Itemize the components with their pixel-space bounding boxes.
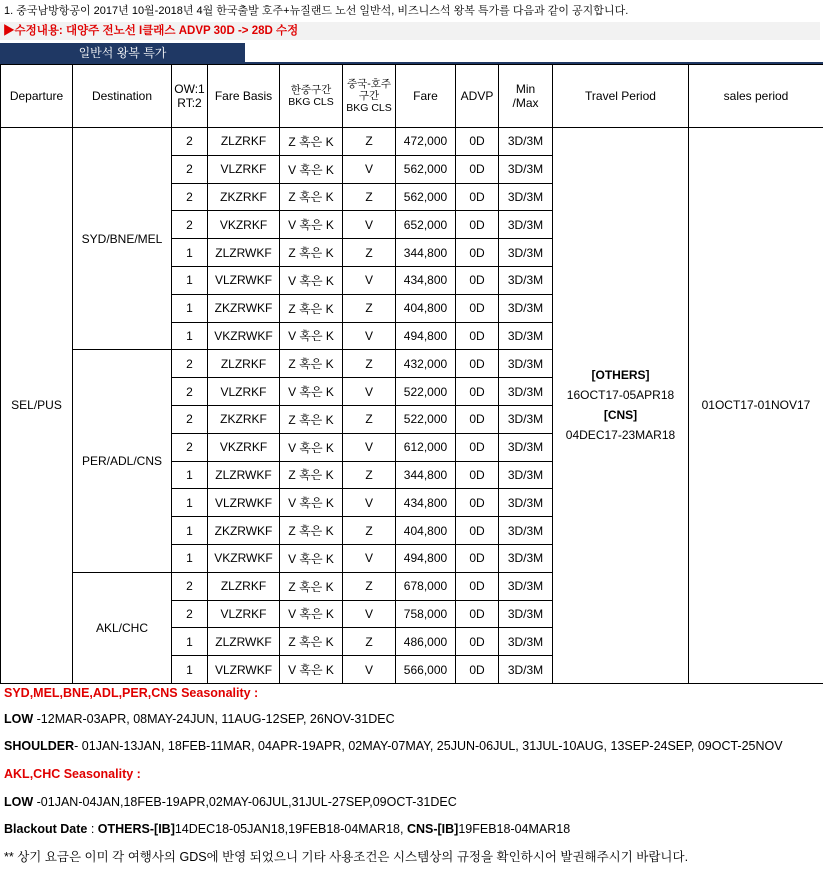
cn-au-class-cell: Z (343, 628, 396, 656)
fare-cell: 344,800 (396, 461, 456, 489)
revision-notice: ▶수정내용: 대양주 전노선 I클래스 ADVP 30D -> 28D 수정 (0, 22, 820, 40)
table-header-row (1, 65, 823, 128)
type-cell: 1 (172, 656, 208, 684)
type-cell: 1 (172, 461, 208, 489)
fare-cell: 566,000 (396, 656, 456, 684)
fare-table (0, 64, 823, 684)
type-cell: 2 (172, 405, 208, 433)
min-max-cell: 3D/3M (499, 350, 553, 378)
fare-basis-cell: VLZRWKF (208, 656, 280, 684)
low2-line (4, 795, 457, 809)
header-min-line: Min (515, 82, 536, 96)
type-cell: 2 (172, 350, 208, 378)
cn-au-class-cell: V (343, 433, 396, 461)
min-max-cell: 3D/3M (499, 294, 553, 322)
fare-basis-cell: ZLZRKF (208, 572, 280, 600)
departure-cell: SEL/PUS (1, 128, 73, 684)
fare-cell: 432,000 (396, 350, 456, 378)
kr-cn-class-cell: V 혹은 K (280, 378, 343, 406)
type-cell: 1 (172, 517, 208, 545)
header-cn-au-class (343, 65, 396, 128)
kr-cn-class-cell: V 혹은 K (280, 155, 343, 183)
min-max-cell: 3D/3M (499, 600, 553, 628)
cn-au-class-cell: Z (343, 405, 396, 433)
cn-au-class-cell: V (343, 322, 396, 350)
advp-cell: 0D (456, 239, 499, 267)
destination-cell: SYD/BNE/MEL (73, 128, 172, 350)
fare-basis-cell: ZKZRWKF (208, 294, 280, 322)
min-max-cell: 3D/3M (499, 183, 553, 211)
kr-cn-class-cell: Z 혹은 K (280, 128, 343, 156)
fare-basis-cell: VKZRWKF (208, 544, 280, 572)
kr-cn-class-cell: V 혹은 K (280, 489, 343, 517)
fare-basis-cell: ZKZRWKF (208, 517, 280, 545)
shoulder-line (4, 739, 783, 753)
header-ow-rt (172, 65, 208, 128)
fare-cell: 758,000 (396, 600, 456, 628)
advp-cell: 0D (456, 433, 499, 461)
kr-cn-class-cell: V 혹은 K (280, 600, 343, 628)
advp-cell: 0D (456, 350, 499, 378)
min-max-cell: 3D/3M (499, 239, 553, 267)
kr-cn-class-cell: V 혹은 K (280, 322, 343, 350)
kr-cn-class-cell: Z 혹은 K (280, 572, 343, 600)
fare-cell: 562,000 (396, 155, 456, 183)
fare-basis-cell: VLZRKF (208, 600, 280, 628)
fare-basis-cell: ZLZRKF (208, 350, 280, 378)
advp-cell: 0D (456, 572, 499, 600)
fare-cell: 652,000 (396, 211, 456, 239)
advp-cell: 0D (456, 294, 499, 322)
travel-cns-label: [CNS] (603, 408, 638, 423)
type-cell: 2 (172, 433, 208, 461)
travel-cns-range: 04DEC17-23MAR18 (565, 428, 676, 443)
header-rt-line: RT:2 (177, 96, 202, 110)
cn-au-class-cell: Z (343, 183, 396, 211)
low2-label: LOW (4, 795, 34, 809)
fare-cell: 522,000 (396, 378, 456, 406)
header-min-max (499, 65, 553, 128)
fare-cell: 612,000 (396, 433, 456, 461)
fare-cell: 678,000 (396, 572, 456, 600)
cn-au-class-cell: Z (343, 239, 396, 267)
type-cell: 1 (172, 544, 208, 572)
cn-au-class-cell: V (343, 489, 396, 517)
fare-basis-cell: VKZRKF (208, 433, 280, 461)
min-max-cell: 3D/3M (499, 656, 553, 684)
type-cell: 2 (172, 600, 208, 628)
kr-cn-class-cell: V 혹은 K (280, 544, 343, 572)
advp-cell: 0D (456, 155, 499, 183)
advp-cell: 0D (456, 378, 499, 406)
min-max-cell: 3D/3M (499, 489, 553, 517)
type-cell: 2 (172, 378, 208, 406)
header-fare-basis: Fare Basis (208, 65, 280, 128)
header-destination: Destination (73, 65, 172, 128)
header-sales-period: sales period (689, 65, 823, 128)
type-cell: 1 (172, 294, 208, 322)
type-cell: 1 (172, 322, 208, 350)
header-ow-line: OW:1 (174, 82, 205, 96)
cn-au-class-cell: Z (343, 350, 396, 378)
announcement-text: 1. 중국남방항공이 2017년 10월-2018년 4월 한국출발 호주+뉴질랜드 노선 일반석, 비즈니스석 왕복 특가를 다음과 같이 공지합니다. (4, 5, 629, 17)
fare-basis-cell: VLZRWKF (208, 489, 280, 517)
blackout-others-label: OTHERS-[IB] (97, 822, 175, 836)
blackout-others-text: 14DEC18-05JAN18,19FEB18-04MAR18, (174, 822, 407, 836)
kr-cn-class-cell: Z 혹은 K (280, 405, 343, 433)
min-max-cell: 3D/3M (499, 155, 553, 183)
season2-title: AKL,CHC Seasonality : (4, 767, 141, 781)
advp-cell: 0D (456, 211, 499, 239)
advp-cell: 0D (456, 183, 499, 211)
destination-cell: AKL/CHC (73, 572, 172, 683)
kr-cn-class-cell: Z 혹은 K (280, 517, 343, 545)
blackout-line (4, 822, 570, 836)
cn-au-class-cell: Z (343, 128, 396, 156)
advp-cell: 0D (456, 600, 499, 628)
kr-cn-class-cell: Z 혹은 K (280, 294, 343, 322)
advp-cell: 0D (456, 544, 499, 572)
advp-cell: 0D (456, 489, 499, 517)
kr-cn-class-cell: V 혹은 K (280, 656, 343, 684)
type-cell: 2 (172, 572, 208, 600)
fare-basis-cell: ZLZRKF (208, 128, 280, 156)
min-max-cell: 3D/3M (499, 266, 553, 294)
fare-basis-cell: VLZRKF (208, 155, 280, 183)
fare-basis-cell: ZKZRKF (208, 405, 280, 433)
type-cell: 1 (172, 628, 208, 656)
section-title: 일반석 왕복 특가 (0, 43, 245, 63)
kr-cn-class-cell: Z 혹은 K (280, 628, 343, 656)
type-cell: 2 (172, 155, 208, 183)
low1-label: LOW (4, 712, 34, 726)
fare-cell: 434,800 (396, 489, 456, 517)
advp-cell: 0D (456, 405, 499, 433)
fare-basis-cell: ZLZRWKF (208, 461, 280, 489)
travel-period-cell (553, 128, 689, 684)
fare-basis-cell: VKZRKF (208, 211, 280, 239)
header-travel-period: Travel Period (553, 65, 689, 128)
kr-cn-class-cell: Z 혹은 K (280, 183, 343, 211)
cn-au-class-cell: Z (343, 461, 396, 489)
fare-cell: 486,000 (396, 628, 456, 656)
travel-others-label: [OTHERS] (591, 368, 650, 383)
header-cn-au-line1: 중국-호주 (346, 78, 392, 90)
low1-line (4, 712, 395, 726)
header-cn-au-line2: 구간 (358, 90, 380, 102)
header-kr-cn-line1: 한중구간 (290, 84, 332, 96)
low2-text: -01JAN-04JAN,18FEB-19APR,02MAY-06JUL,31JUL-27SEP,09OCT-31DEC (33, 795, 457, 809)
fare-basis-cell: ZLZRWKF (208, 239, 280, 267)
min-max-cell: 3D/3M (499, 628, 553, 656)
min-max-cell: 3D/3M (499, 572, 553, 600)
cn-au-class-cell: Z (343, 517, 396, 545)
fare-cell: 434,800 (396, 266, 456, 294)
cn-au-class-cell: V (343, 211, 396, 239)
fare-cell: 404,800 (396, 294, 456, 322)
header-kr-cn-class (280, 65, 343, 128)
cn-au-class-cell: Z (343, 294, 396, 322)
cn-au-class-cell: V (343, 600, 396, 628)
fare-cell: 472,000 (396, 128, 456, 156)
kr-cn-class-cell: V 혹은 K (280, 211, 343, 239)
footer-note: ** 상기 요금은 이미 각 여행사의 GDS에 반영 되었으니 기타 사용조건은 시스템상의 규정을 확인하시어 발권해주시기 바랍니다. (4, 850, 689, 864)
blackout-label: Blackout Date (4, 822, 88, 836)
fare-basis-cell: VKZRWKF (208, 322, 280, 350)
kr-cn-class-cell: V 혹은 K (280, 266, 343, 294)
fare-basis-cell: VLZRWKF (208, 266, 280, 294)
fare-cell: 344,800 (396, 239, 456, 267)
shoulder-label: SHOULDER (4, 739, 75, 753)
cn-au-class-cell: V (343, 656, 396, 684)
header-advp: ADVP (456, 65, 499, 128)
header-cn-au-line3: BKG CLS (346, 102, 392, 114)
fare-basis-cell: ZLZRWKF (208, 628, 280, 656)
type-cell: 1 (172, 239, 208, 267)
header-departure: Departure (1, 65, 73, 128)
travel-others-range: 16OCT17-05APR18 (566, 388, 675, 403)
fare-basis-cell: VLZRKF (208, 378, 280, 406)
kr-cn-class-cell: Z 혹은 K (280, 350, 343, 378)
table-row (1, 128, 823, 156)
kr-cn-class-cell: Z 혹은 K (280, 239, 343, 267)
header-max-line: /Max (512, 96, 539, 110)
cn-au-class-cell: V (343, 266, 396, 294)
min-max-cell: 3D/3M (499, 211, 553, 239)
destination-cell: PER/ADL/CNS (73, 350, 172, 572)
min-max-cell: 3D/3M (499, 128, 553, 156)
advp-cell: 0D (456, 461, 499, 489)
fare-cell: 494,800 (396, 322, 456, 350)
min-max-cell: 3D/3M (499, 405, 553, 433)
advp-cell: 0D (456, 628, 499, 656)
fare-cell: 562,000 (396, 183, 456, 211)
header-kr-cn-line2: BKG CLS (288, 96, 334, 108)
header-fare: Fare (396, 65, 456, 128)
fare-cell: 494,800 (396, 544, 456, 572)
fare-basis-cell: ZKZRKF (208, 183, 280, 211)
min-max-cell: 3D/3M (499, 322, 553, 350)
cn-au-class-cell: V (343, 155, 396, 183)
cn-au-class-cell: V (343, 378, 396, 406)
kr-cn-class-cell: V 혹은 K (280, 433, 343, 461)
type-cell: 2 (172, 211, 208, 239)
advp-cell: 0D (456, 322, 499, 350)
type-cell: 1 (172, 266, 208, 294)
advp-cell: 0D (456, 266, 499, 294)
sales-period-cell: 01OCT17-01NOV17 (689, 128, 823, 684)
blackout-cns-text: 19FEB18-04MAR18 (458, 822, 571, 836)
cn-au-class-cell: V (343, 544, 396, 572)
fare-cell: 522,000 (396, 405, 456, 433)
advp-cell: 0D (456, 656, 499, 684)
kr-cn-class-cell: Z 혹은 K (280, 461, 343, 489)
min-max-cell: 3D/3M (499, 461, 553, 489)
fare-table-body (1, 128, 823, 684)
min-max-cell: 3D/3M (499, 517, 553, 545)
blackout-cns-label: CNS-[IB] (406, 822, 459, 836)
cn-au-class-cell: Z (343, 572, 396, 600)
min-max-cell: 3D/3M (499, 433, 553, 461)
low1-text: -12MAR-03APR, 08MAY-24JUN, 11AUG-12SEP, 26NOV-31DEC (33, 712, 395, 726)
min-max-cell: 3D/3M (499, 544, 553, 572)
min-max-cell: 3D/3M (499, 378, 553, 406)
season1-title: SYD,MEL,BNE,ADL,PER,CNS Seasonality : (4, 686, 259, 700)
type-cell: 2 (172, 128, 208, 156)
blackout-sep: : (87, 822, 98, 836)
shoulder-text: - 01JAN-13JAN, 18FEB-11MAR, 04APR-19APR, 02MAY-07MAY, 25JUN-06JUL, 31JUL-10AUG, 13SEP-24SEP, 09OCT-25NOV (74, 739, 783, 753)
type-cell: 2 (172, 183, 208, 211)
advp-cell: 0D (456, 517, 499, 545)
fare-cell: 404,800 (396, 517, 456, 545)
type-cell: 1 (172, 489, 208, 517)
advp-cell: 0D (456, 128, 499, 156)
